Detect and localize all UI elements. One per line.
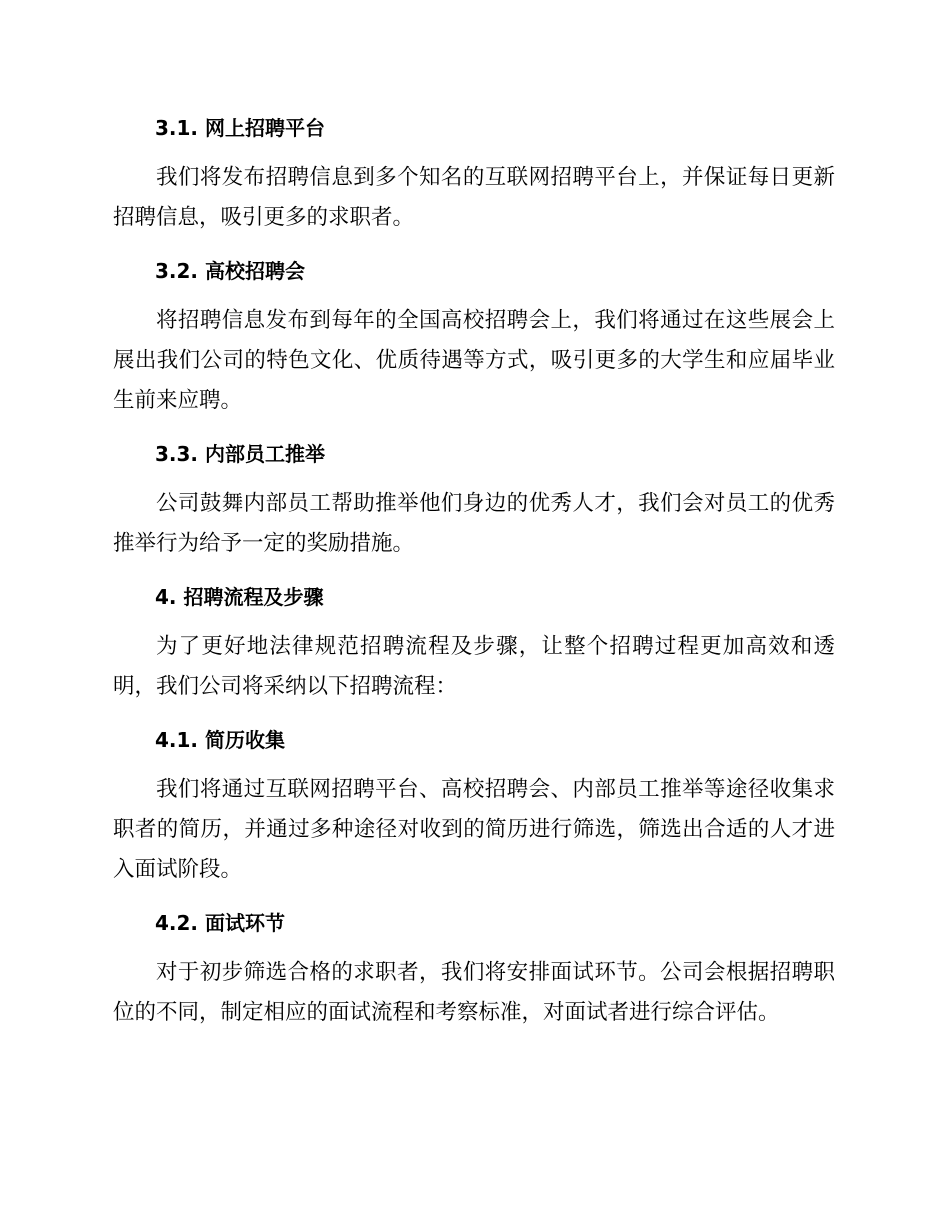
section-heading-3-2: 3.2. 高校招聘会 (155, 259, 305, 283)
section-paragraph-3-3: 公司鼓舞内部员工帮助推举他们身边的优秀人才，我们会对员工的优秀推举行为给予一定的奖励措施。 (113, 491, 835, 556)
section-paragraph-3-2: 将招聘信息发布到每年的全国高校招聘会上，我们将通过在这些展会上展出我们公司的特色文化、优质待遇等方式，吸引更多的大学生和应届毕业生前来应聘。 (113, 308, 835, 413)
section-paragraph-4-2: 对于初步筛选合格的求职者，我们将安排面试环节。公司会根据招聘职位的不同，制定相应的面试流程和考察标准，对面试者进行综合评估。 (113, 960, 835, 1025)
document-body (113, 108, 835, 1046)
section-paragraph-4-1: 我们将通过互联网招聘平台、高校招聘会、内部员工推举等途径收集求职者的简历，并通过多种途径对收到的简历进行筛选，筛选出合适的人才进入面试阶段。 (113, 777, 835, 882)
section-heading-4: 4. 招聘流程及步骤 (155, 585, 324, 609)
section-heading-3-3: 3.3. 内部员工推举 (155, 442, 325, 466)
section-heading-3-1: 3.1. 网上招聘平台 (155, 116, 325, 140)
section-paragraph-4: 为了更好地法律规范招聘流程及步骤，让整个招聘过程更加高效和透明，我们公司将采纳以下招聘流程： (113, 634, 835, 699)
section-heading-4-2: 4.2. 面试环节 (155, 911, 285, 935)
section-paragraph-3-1: 我们将发布招聘信息到多个知名的互联网招聘平台上，并保证每日更新招聘信息，吸引更多的求职者。 (113, 165, 835, 230)
section-heading-4-1: 4.1. 简历收集 (155, 728, 285, 752)
